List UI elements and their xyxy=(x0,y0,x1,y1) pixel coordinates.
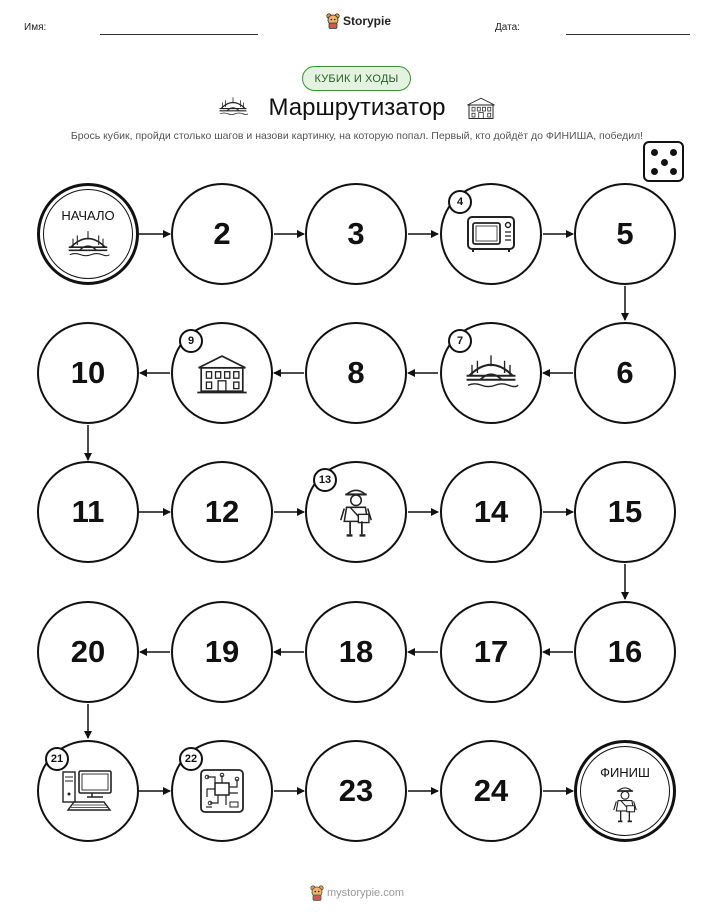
cell-number: 12 xyxy=(204,494,240,529)
date-label: Дата: xyxy=(495,22,520,33)
board-cell-15 xyxy=(574,461,676,563)
cell-badge: 7 xyxy=(448,329,472,353)
board-cell-3 xyxy=(305,183,407,285)
postman-icon xyxy=(338,485,374,539)
cell-number: 17 xyxy=(473,634,509,669)
finish-cell xyxy=(574,740,676,842)
board-cell-11 xyxy=(37,461,139,563)
bridge-icon xyxy=(65,230,111,265)
cell-number: 24 xyxy=(473,773,509,808)
start-label: НАЧАЛО xyxy=(61,208,115,223)
board-cell-12 xyxy=(171,461,273,563)
board-cell-6 xyxy=(574,322,676,424)
board-cell-8 xyxy=(305,322,407,424)
page-title: Маршрутизатор xyxy=(268,94,446,121)
mascot-icon xyxy=(310,885,324,901)
cell-number: 2 xyxy=(213,216,231,251)
board-cell-16 xyxy=(574,601,676,703)
cell-number: 5 xyxy=(616,216,634,251)
cell-badge: 22 xyxy=(179,747,203,771)
cell-number: 11 xyxy=(71,494,105,529)
board-cell-17 xyxy=(440,601,542,703)
cell-number: 3 xyxy=(347,216,365,251)
instructions: Брось кубик, пройди столько шагов и назови картинку, на которую попал. Первый, кто дойдёт до ФИНИША, победил! xyxy=(70,130,644,142)
computer-icon xyxy=(60,768,116,814)
finish-label: ФИНИШ xyxy=(600,765,650,780)
cell-number: 18 xyxy=(338,634,374,669)
building-icon xyxy=(196,351,248,395)
cell-number: 10 xyxy=(70,355,106,390)
cell-number: 16 xyxy=(607,634,643,669)
cell-number: 23 xyxy=(338,773,374,808)
cell-number: 8 xyxy=(347,355,365,390)
cell-number: 14 xyxy=(473,494,509,529)
board-cell-24 xyxy=(440,740,542,842)
cell-badge: 13 xyxy=(313,468,337,492)
bridge-icon xyxy=(463,354,519,392)
cell-number: 15 xyxy=(607,494,643,529)
cell-number: 20 xyxy=(70,634,106,669)
oven-icon xyxy=(465,214,517,254)
brand-name: Storypie xyxy=(343,14,392,28)
cell-badge: 9 xyxy=(179,329,203,353)
postman-icon xyxy=(612,783,638,830)
board-cell-2 xyxy=(171,183,273,285)
game-type-badge: КУБИК И ХОДЫ xyxy=(302,66,411,91)
cell-number: 19 xyxy=(204,634,240,669)
board-cell-14 xyxy=(440,461,542,563)
board-cell-10 xyxy=(37,322,139,424)
circuit-board-icon xyxy=(198,767,246,815)
board-cell-23 xyxy=(305,740,407,842)
footer-site: mystorypie.com xyxy=(327,887,405,899)
board-cell-5 xyxy=(574,183,676,285)
board-cell-20 xyxy=(37,601,139,703)
cell-number: 6 xyxy=(616,355,634,390)
cell-badge: 21 xyxy=(45,747,69,771)
name-label: Имя: xyxy=(24,22,47,33)
board-cell-18 xyxy=(305,601,407,703)
board-cell-19 xyxy=(171,601,273,703)
start-cell xyxy=(37,183,139,285)
footer xyxy=(310,885,404,901)
cell-badge: 4 xyxy=(448,190,472,214)
